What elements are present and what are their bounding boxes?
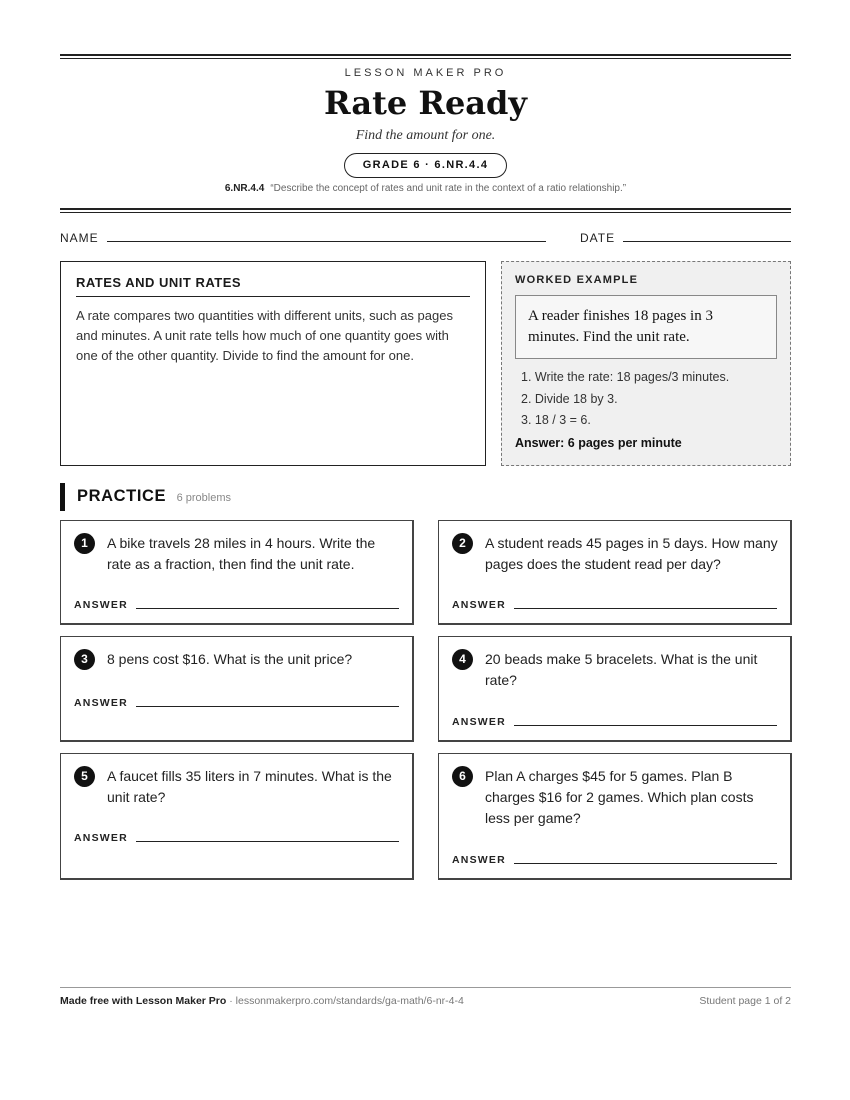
problem-text: Plan A charges $45 for 5 games. Plan B charges $16 for 2 games. Which plan costs less per game? bbox=[485, 768, 754, 826]
standard-text: “Describe the concept of rates and unit rate in the context of a ratio relationship.” bbox=[270, 183, 627, 194]
practice-heading bbox=[60, 483, 231, 511]
problem-number-badge: 2 bbox=[452, 533, 473, 554]
date-field[interactable] bbox=[623, 241, 791, 242]
problem-number-badge: 4 bbox=[452, 649, 473, 670]
worked-example-box bbox=[501, 261, 791, 466]
answer-field[interactable] bbox=[136, 706, 399, 707]
problem-card-1 bbox=[60, 520, 414, 625]
answer-field[interactable] bbox=[514, 608, 777, 609]
top-double-rule bbox=[60, 54, 791, 59]
worked-example-step: 3. 18 / 3 = 6. bbox=[521, 413, 591, 427]
answer-row bbox=[452, 854, 777, 868]
footer-made-with: Made free with Lesson Maker Pro bbox=[60, 995, 227, 1007]
problem-number-badge: 3 bbox=[74, 649, 95, 670]
problem-text: A student reads 45 pages in 5 days. How many pages does the student read per day? bbox=[485, 535, 778, 572]
header-bottom-double-rule bbox=[60, 208, 791, 213]
problem-card-5 bbox=[60, 753, 414, 880]
footer-url[interactable]: · lessonmakerpro.com/standards/ga-math/6-nr-4-4 bbox=[226, 995, 464, 1007]
concept-box bbox=[60, 261, 486, 466]
problem-number-badge: 5 bbox=[74, 766, 95, 787]
standard-code: 6.NR.4.4 bbox=[224, 183, 265, 194]
answer-label: ANSWER bbox=[74, 697, 128, 709]
date-label: DATE bbox=[580, 231, 616, 245]
worked-example-steps bbox=[515, 367, 777, 432]
problem-text: A faucet fills 35 liters in 7 minutes. What is the unit rate? bbox=[107, 768, 392, 805]
answer-field[interactable] bbox=[136, 841, 399, 842]
worked-example-step: 2. Divide 18 by 3. bbox=[521, 391, 618, 406]
practice-count: 6 problems bbox=[176, 492, 232, 504]
name-field[interactable] bbox=[107, 241, 546, 242]
problem-number-badge: 6 bbox=[452, 766, 473, 787]
worksheet-subtitle: Find the amount for one. bbox=[355, 128, 496, 143]
answer-label: ANSWER bbox=[452, 854, 506, 866]
answer-row bbox=[452, 599, 777, 613]
worked-example-problem: A reader finishes 18 pages in 3 minutes. Find the unit rate. bbox=[515, 295, 777, 359]
concept-title: RATES AND UNIT RATES bbox=[76, 275, 470, 297]
answer-field[interactable] bbox=[514, 863, 777, 864]
answer-label: ANSWER bbox=[452, 599, 506, 611]
name-date-row bbox=[60, 230, 791, 250]
brand-name: LESSON MAKER PRO bbox=[344, 67, 507, 79]
worked-example-step: 1. Write the rate: 18 pages/3 minutes. bbox=[521, 370, 730, 384]
problem-text: 8 pens cost $16. What is the unit price? bbox=[107, 651, 353, 667]
answer-field[interactable] bbox=[136, 608, 399, 609]
answer-field[interactable] bbox=[514, 725, 777, 726]
standard-description bbox=[60, 183, 791, 194]
footer-page-number: Student page 1 of 2 bbox=[699, 995, 791, 1007]
worked-example-answer: Answer: 6 pages per minute bbox=[515, 435, 682, 450]
problem-card-3 bbox=[60, 636, 414, 742]
problem-card-2 bbox=[438, 520, 792, 625]
practice-title: PRACTICE bbox=[77, 487, 167, 505]
worksheet-title: Rate Ready bbox=[324, 84, 527, 122]
answer-row bbox=[74, 697, 399, 711]
answer-row bbox=[74, 832, 399, 846]
worked-example-title: WORKED EXAMPLE bbox=[515, 274, 639, 286]
problem-card-6 bbox=[438, 753, 792, 880]
answer-label: ANSWER bbox=[74, 832, 128, 844]
name-label: NAME bbox=[60, 231, 99, 245]
answer-row bbox=[74, 599, 399, 613]
concept-body: A rate compares two quantities with different units, such as pages and minutes. A unit rate tells how much of one quantity goes with one of the other quantity. Divide to find the amount for one. bbox=[76, 308, 453, 363]
grade-badge: GRADE 6 · 6.NR.4.4 bbox=[344, 153, 507, 178]
answer-label: ANSWER bbox=[74, 599, 128, 611]
problem-number-badge: 1 bbox=[74, 533, 95, 554]
problem-text: A bike travels 28 miles in 4 hours. Write the rate as a fraction, then find the unit rate. bbox=[107, 535, 376, 572]
footer-divider bbox=[60, 987, 791, 988]
worksheet-page bbox=[60, 0, 791, 1100]
problem-text: 20 beads make 5 bracelets. What is the unit rate? bbox=[485, 651, 758, 688]
answer-label: ANSWER bbox=[452, 716, 506, 728]
answer-row bbox=[452, 716, 777, 730]
footer-credit bbox=[60, 995, 464, 1007]
problem-card-4 bbox=[438, 636, 792, 742]
